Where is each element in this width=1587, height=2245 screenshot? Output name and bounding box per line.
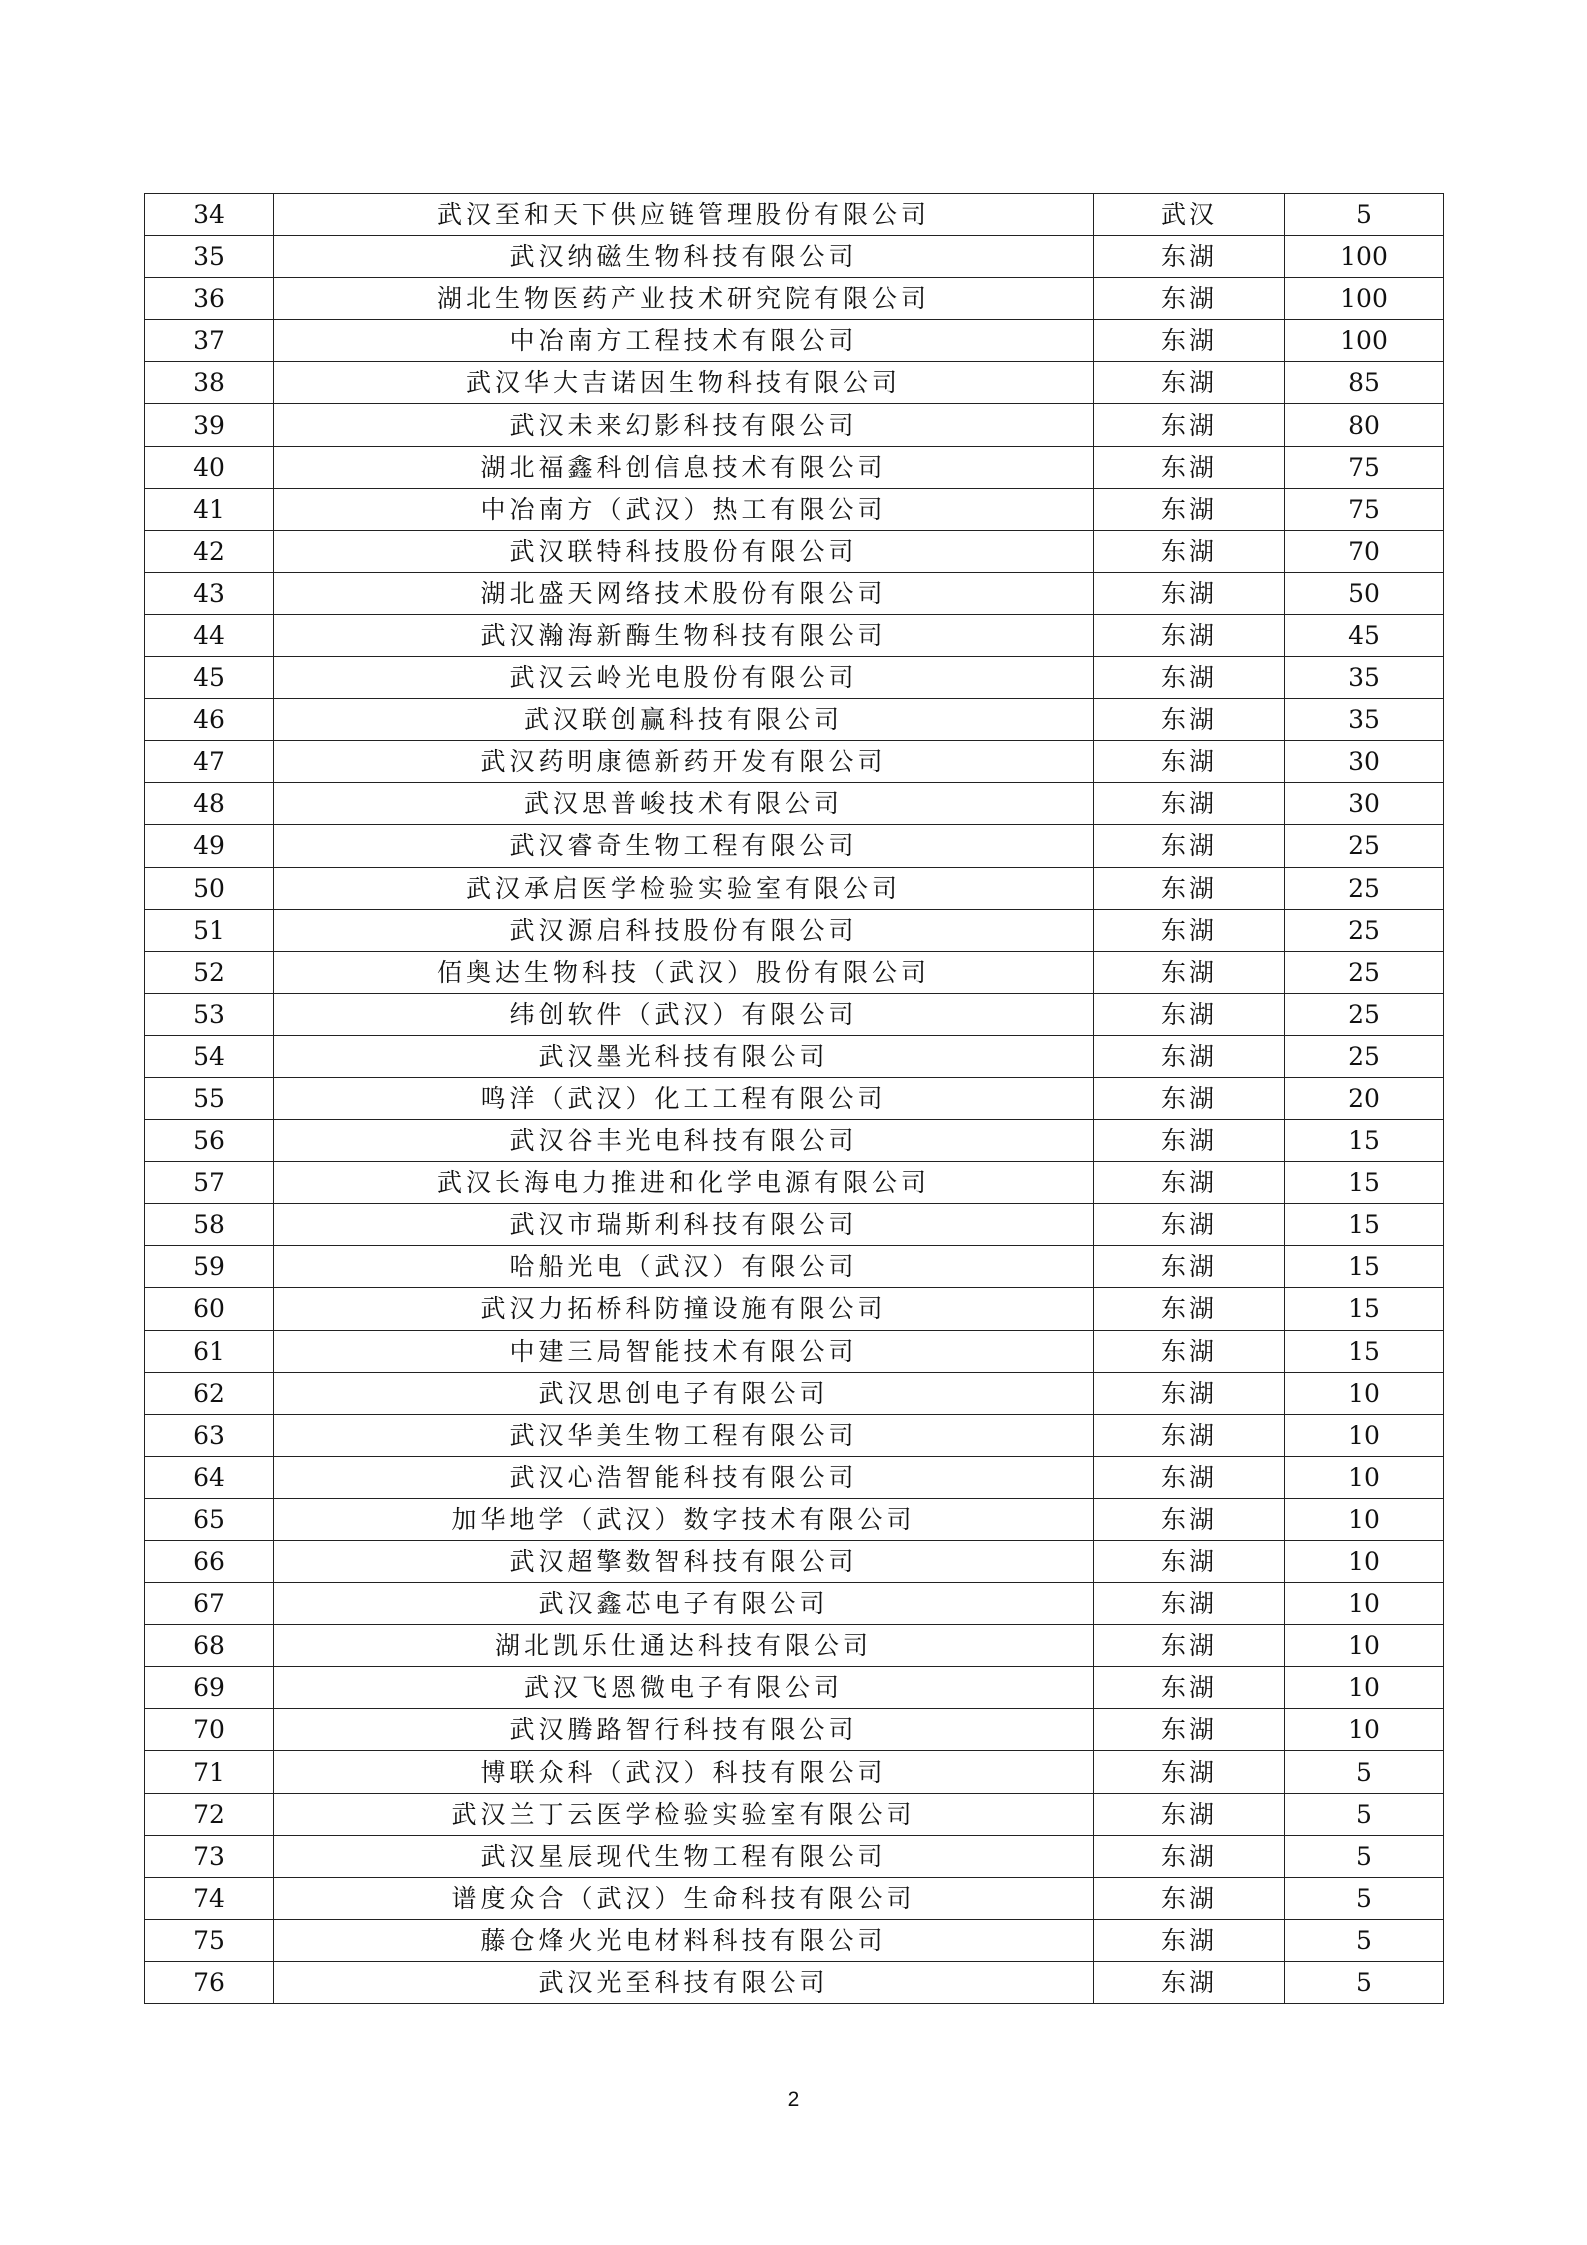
region-cell: 东湖: [1094, 1877, 1285, 1919]
region-cell: 东湖: [1094, 741, 1285, 783]
row-index-cell: 62: [145, 1372, 274, 1414]
region-cell: 东湖: [1094, 1077, 1285, 1119]
row-index-cell: 49: [145, 825, 274, 867]
region-cell: 东湖: [1094, 657, 1285, 699]
table-row: [145, 1877, 1444, 1919]
table-row: [145, 1456, 1444, 1498]
value-cell: 25: [1285, 993, 1444, 1035]
value-cell: 15: [1285, 1204, 1444, 1246]
company-name-cell: 武汉长海电力推进和化学电源有限公司: [274, 1162, 1094, 1204]
row-index-cell: 37: [145, 320, 274, 362]
row-index-cell: 54: [145, 1035, 274, 1077]
company-name-cell: 武汉鑫芯电子有限公司: [274, 1583, 1094, 1625]
row-index-cell: 45: [145, 657, 274, 699]
value-cell: 10: [1285, 1667, 1444, 1709]
value-cell: 35: [1285, 657, 1444, 699]
table-row: [145, 278, 1444, 320]
company-name-cell: 加华地学（武汉）数字技术有限公司: [274, 1498, 1094, 1540]
value-cell: 5: [1285, 1961, 1444, 2003]
table-row: [145, 1077, 1444, 1119]
region-cell: 东湖: [1094, 488, 1285, 530]
value-cell: 75: [1285, 488, 1444, 530]
region-cell: 东湖: [1094, 1120, 1285, 1162]
company-name-cell: 武汉华美生物工程有限公司: [274, 1414, 1094, 1456]
company-name-cell: 纬创软件（武汉）有限公司: [274, 993, 1094, 1035]
value-cell: 5: [1285, 1835, 1444, 1877]
company-name-cell: 中冶南方工程技术有限公司: [274, 320, 1094, 362]
company-name-cell: 武汉未来幻影科技有限公司: [274, 404, 1094, 446]
company-name-cell: 武汉联特科技股份有限公司: [274, 530, 1094, 572]
value-cell: 20: [1285, 1077, 1444, 1119]
region-cell: 东湖: [1094, 572, 1285, 614]
company-name-cell: 武汉腾路智行科技有限公司: [274, 1709, 1094, 1751]
value-cell: 15: [1285, 1288, 1444, 1330]
region-cell: 东湖: [1094, 1246, 1285, 1288]
value-cell: 30: [1285, 741, 1444, 783]
table-row: [145, 1246, 1444, 1288]
region-cell: 东湖: [1094, 825, 1285, 867]
company-name-cell: 湖北凯乐仕通达科技有限公司: [274, 1625, 1094, 1667]
table-row: [145, 530, 1444, 572]
table-row: [145, 741, 1444, 783]
table-row: [145, 1625, 1444, 1667]
value-cell: 15: [1285, 1162, 1444, 1204]
value-cell: 25: [1285, 1035, 1444, 1077]
value-cell: 25: [1285, 951, 1444, 993]
company-name-cell: 武汉睿奇生物工程有限公司: [274, 825, 1094, 867]
row-index-cell: 52: [145, 951, 274, 993]
region-cell: 东湖: [1094, 1204, 1285, 1246]
region-cell: 东湖: [1094, 404, 1285, 446]
value-cell: 10: [1285, 1414, 1444, 1456]
table-row: [145, 404, 1444, 446]
value-cell: 50: [1285, 572, 1444, 614]
table-row: [145, 320, 1444, 362]
table-row: [145, 1330, 1444, 1372]
table-row: [145, 1961, 1444, 2003]
value-cell: 15: [1285, 1246, 1444, 1288]
row-index-cell: 43: [145, 572, 274, 614]
company-name-cell: 武汉瀚海新酶生物科技有限公司: [274, 614, 1094, 656]
row-index-cell: 60: [145, 1288, 274, 1330]
row-index-cell: 71: [145, 1751, 274, 1793]
table-row: [145, 446, 1444, 488]
table-row: [145, 488, 1444, 530]
value-cell: 35: [1285, 699, 1444, 741]
value-cell: 5: [1285, 1919, 1444, 1961]
row-index-cell: 56: [145, 1120, 274, 1162]
value-cell: 10: [1285, 1583, 1444, 1625]
row-index-cell: 66: [145, 1541, 274, 1583]
value-cell: 25: [1285, 825, 1444, 867]
value-cell: 15: [1285, 1330, 1444, 1372]
company-name-cell: 武汉思创电子有限公司: [274, 1372, 1094, 1414]
region-cell: 东湖: [1094, 1625, 1285, 1667]
region-cell: 东湖: [1094, 783, 1285, 825]
row-index-cell: 44: [145, 614, 274, 656]
value-cell: 10: [1285, 1498, 1444, 1540]
company-name-cell: 藤仓烽火光电材料科技有限公司: [274, 1919, 1094, 1961]
company-name-cell: 武汉华大吉诺因生物科技有限公司: [274, 362, 1094, 404]
region-cell: 东湖: [1094, 951, 1285, 993]
company-name-cell: 湖北生物医药产业技术研究院有限公司: [274, 278, 1094, 320]
value-cell: 100: [1285, 278, 1444, 320]
value-cell: 25: [1285, 867, 1444, 909]
value-cell: 75: [1285, 446, 1444, 488]
table-row: [145, 1204, 1444, 1246]
row-index-cell: 69: [145, 1667, 274, 1709]
row-index-cell: 76: [145, 1961, 274, 2003]
value-cell: 30: [1285, 783, 1444, 825]
region-cell: 东湖: [1094, 320, 1285, 362]
region-cell: 东湖: [1094, 1035, 1285, 1077]
region-cell: 东湖: [1094, 1456, 1285, 1498]
company-name-cell: 武汉药明康德新药开发有限公司: [274, 741, 1094, 783]
table-row: [145, 1667, 1444, 1709]
region-cell: 东湖: [1094, 909, 1285, 951]
value-cell: 70: [1285, 530, 1444, 572]
table-row: [145, 867, 1444, 909]
company-name-cell: 武汉云岭光电股份有限公司: [274, 657, 1094, 699]
region-cell: 东湖: [1094, 446, 1285, 488]
row-index-cell: 51: [145, 909, 274, 951]
company-name-cell: 武汉光至科技有限公司: [274, 1961, 1094, 2003]
row-index-cell: 35: [145, 236, 274, 278]
table-row: [145, 1751, 1444, 1793]
row-index-cell: 61: [145, 1330, 274, 1372]
row-index-cell: 36: [145, 278, 274, 320]
page-number: 2: [787, 2088, 800, 2111]
table-row: [145, 1414, 1444, 1456]
row-index-cell: 70: [145, 1709, 274, 1751]
company-name-cell: 中冶南方（武汉）热工有限公司: [274, 488, 1094, 530]
row-index-cell: 75: [145, 1919, 274, 1961]
row-index-cell: 47: [145, 741, 274, 783]
table-row: [145, 1288, 1444, 1330]
company-name-cell: 武汉源启科技股份有限公司: [274, 909, 1094, 951]
row-index-cell: 48: [145, 783, 274, 825]
company-name-cell: 武汉墨光科技有限公司: [274, 1035, 1094, 1077]
region-cell: 东湖: [1094, 1414, 1285, 1456]
table-row: [145, 236, 1444, 278]
row-index-cell: 41: [145, 488, 274, 530]
row-index-cell: 57: [145, 1162, 274, 1204]
region-cell: 东湖: [1094, 1793, 1285, 1835]
value-cell: 100: [1285, 236, 1444, 278]
region-cell: 东湖: [1094, 867, 1285, 909]
company-name-cell: 武汉兰丁云医学检验实验室有限公司: [274, 1793, 1094, 1835]
value-cell: 15: [1285, 1120, 1444, 1162]
region-cell: 东湖: [1094, 1961, 1285, 2003]
table-row: [145, 614, 1444, 656]
company-name-cell: 武汉联创赢科技有限公司: [274, 699, 1094, 741]
row-index-cell: 55: [145, 1077, 274, 1119]
table-row: [145, 909, 1444, 951]
value-cell: 5: [1285, 194, 1444, 236]
value-cell: 10: [1285, 1625, 1444, 1667]
table-row: [145, 825, 1444, 867]
company-name-cell: 谱度众合（武汉）生命科技有限公司: [274, 1877, 1094, 1919]
region-cell: 东湖: [1094, 1498, 1285, 1540]
company-name-cell: 武汉谷丰光电科技有限公司: [274, 1120, 1094, 1162]
company-name-cell: 武汉承启医学检验实验室有限公司: [274, 867, 1094, 909]
company-name-cell: 湖北盛天网络技术股份有限公司: [274, 572, 1094, 614]
company-name-cell: 中建三局智能技术有限公司: [274, 1330, 1094, 1372]
region-cell: 东湖: [1094, 1162, 1285, 1204]
value-cell: 100: [1285, 320, 1444, 362]
company-name-cell: 武汉飞恩微电子有限公司: [274, 1667, 1094, 1709]
table-row: [145, 1835, 1444, 1877]
region-cell: 东湖: [1094, 699, 1285, 741]
table-row: [145, 1035, 1444, 1077]
region-cell: 东湖: [1094, 993, 1285, 1035]
row-index-cell: 34: [145, 194, 274, 236]
region-cell: 东湖: [1094, 1835, 1285, 1877]
table-body: [145, 194, 1444, 2004]
table-row: [145, 951, 1444, 993]
row-index-cell: 42: [145, 530, 274, 572]
table-row: [145, 1120, 1444, 1162]
row-index-cell: 68: [145, 1625, 274, 1667]
row-index-cell: 65: [145, 1498, 274, 1540]
table-row: [145, 1162, 1444, 1204]
row-index-cell: 40: [145, 446, 274, 488]
company-name-cell: 武汉心浩智能科技有限公司: [274, 1456, 1094, 1498]
table-row: [145, 572, 1444, 614]
table-row: [145, 783, 1444, 825]
company-name-cell: 博联众科（武汉）科技有限公司: [274, 1751, 1094, 1793]
value-cell: 5: [1285, 1793, 1444, 1835]
value-cell: 85: [1285, 362, 1444, 404]
row-index-cell: 67: [145, 1583, 274, 1625]
row-index-cell: 63: [145, 1414, 274, 1456]
row-index-cell: 50: [145, 867, 274, 909]
table-row: [145, 657, 1444, 699]
company-name-cell: 武汉超擎数智科技有限公司: [274, 1541, 1094, 1583]
company-name-cell: 武汉力拓桥科防撞设施有限公司: [274, 1288, 1094, 1330]
region-cell: 东湖: [1094, 614, 1285, 656]
region-cell: 东湖: [1094, 1667, 1285, 1709]
table-row: [145, 993, 1444, 1035]
row-index-cell: 38: [145, 362, 274, 404]
table-row: [145, 699, 1444, 741]
value-cell: 10: [1285, 1541, 1444, 1583]
row-index-cell: 46: [145, 699, 274, 741]
value-cell: 5: [1285, 1877, 1444, 1919]
row-index-cell: 64: [145, 1456, 274, 1498]
region-cell: 东湖: [1094, 278, 1285, 320]
value-cell: 45: [1285, 614, 1444, 656]
table-row: [145, 1919, 1444, 1961]
value-cell: 10: [1285, 1372, 1444, 1414]
region-cell: 东湖: [1094, 530, 1285, 572]
value-cell: 80: [1285, 404, 1444, 446]
region-cell: 东湖: [1094, 1709, 1285, 1751]
region-cell: 武汉: [1094, 194, 1285, 236]
region-cell: 东湖: [1094, 1330, 1285, 1372]
company-name-cell: 武汉至和天下供应链管理股份有限公司: [274, 194, 1094, 236]
region-cell: 东湖: [1094, 1372, 1285, 1414]
row-index-cell: 59: [145, 1246, 274, 1288]
table-row: [145, 1793, 1444, 1835]
row-index-cell: 58: [145, 1204, 274, 1246]
value-cell: 10: [1285, 1709, 1444, 1751]
company-table: [144, 193, 1444, 2004]
company-name-cell: 湖北福鑫科创信息技术有限公司: [274, 446, 1094, 488]
value-cell: 10: [1285, 1456, 1444, 1498]
company-name-cell: 武汉星辰现代生物工程有限公司: [274, 1835, 1094, 1877]
table-row: [145, 1709, 1444, 1751]
company-name-cell: 武汉纳磁生物科技有限公司: [274, 236, 1094, 278]
company-name-cell: 武汉思普峻技术有限公司: [274, 783, 1094, 825]
region-cell: 东湖: [1094, 1288, 1285, 1330]
table-row: [145, 362, 1444, 404]
row-index-cell: 53: [145, 993, 274, 1035]
region-cell: 东湖: [1094, 1919, 1285, 1961]
row-index-cell: 74: [145, 1877, 274, 1919]
region-cell: 东湖: [1094, 362, 1285, 404]
region-cell: 东湖: [1094, 1583, 1285, 1625]
row-index-cell: 39: [145, 404, 274, 446]
row-index-cell: 73: [145, 1835, 274, 1877]
table-row: [145, 1372, 1444, 1414]
company-name-cell: 武汉市瑞斯利科技有限公司: [274, 1204, 1094, 1246]
table-row: [145, 194, 1444, 236]
region-cell: 东湖: [1094, 236, 1285, 278]
region-cell: 东湖: [1094, 1751, 1285, 1793]
company-name-cell: 哈船光电（武汉）有限公司: [274, 1246, 1094, 1288]
table-row: [145, 1541, 1444, 1583]
value-cell: 5: [1285, 1751, 1444, 1793]
region-cell: 东湖: [1094, 1541, 1285, 1583]
company-name-cell: 鸣洋（武汉）化工工程有限公司: [274, 1077, 1094, 1119]
row-index-cell: 72: [145, 1793, 274, 1835]
table-row: [145, 1583, 1444, 1625]
table-row: [145, 1498, 1444, 1540]
value-cell: 25: [1285, 909, 1444, 951]
company-name-cell: 佰奥达生物科技（武汉）股份有限公司: [274, 951, 1094, 993]
